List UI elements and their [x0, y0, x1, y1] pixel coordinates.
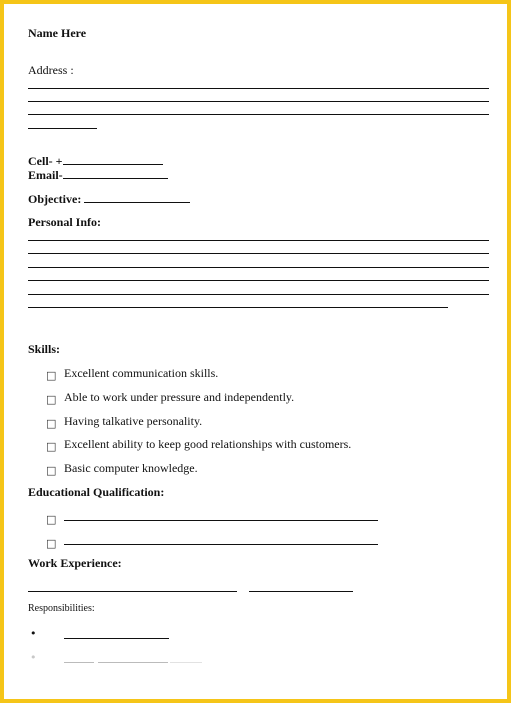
- skills-label: Skills:: [28, 342, 61, 356]
- responsibilities-label: Responsibilities:: [28, 603, 95, 614]
- personal-line-2[interactable]: [28, 253, 489, 254]
- education-item: [46, 510, 56, 528]
- skill-text: Basic computer knowledge.: [64, 461, 198, 475]
- education-line-1[interactable]: [64, 520, 378, 521]
- skill-item: [46, 414, 56, 432]
- checkbox-icon: □: [46, 440, 57, 453]
- bullet-icon: •: [30, 651, 37, 664]
- skill-text: Excellent ability to keep good relationships with customers.: [64, 437, 352, 451]
- skill-text: Having talkative personality.: [64, 414, 203, 428]
- address-line-3[interactable]: [28, 114, 489, 115]
- skill-item: [46, 390, 56, 408]
- cell-blank[interactable]: [63, 153, 163, 165]
- work-experience-label: Work Experience:: [28, 556, 122, 570]
- email-blank[interactable]: [63, 167, 168, 179]
- checkbox-icon: □: [46, 393, 57, 406]
- responsibility-line-1[interactable]: [64, 638, 169, 639]
- address-line-1[interactable]: [28, 88, 489, 89]
- education-label: Educational Qualification:: [28, 485, 165, 499]
- skill-text: Able to work under pressure and independently.: [64, 390, 295, 404]
- email-label: Email-: [28, 168, 63, 182]
- objective-blank[interactable]: [84, 191, 190, 203]
- objective-row: [28, 191, 190, 207]
- checkbox-icon: □: [46, 537, 57, 550]
- checkbox-icon: □: [46, 464, 57, 477]
- personal-line-4[interactable]: [28, 280, 489, 281]
- skill-item: [46, 461, 56, 479]
- responsibility-line-2b[interactable]: [98, 662, 168, 663]
- responsibility-line-2c: [170, 662, 202, 663]
- education-item: [46, 534, 56, 552]
- personal-line-3[interactable]: [28, 267, 489, 268]
- cell-label: Cell- +: [28, 154, 63, 168]
- personal-info-label: Personal Info:: [28, 215, 101, 229]
- skill-item: [46, 437, 56, 455]
- checkbox-icon: □: [46, 369, 57, 382]
- checkbox-icon: □: [46, 417, 57, 430]
- responsibility-line-2a[interactable]: [64, 662, 94, 663]
- skill-text: Excellent communication skills.: [64, 366, 219, 380]
- email-row: [28, 167, 168, 183]
- address-line-4[interactable]: [28, 128, 97, 129]
- objective-label: Objective:: [28, 192, 82, 206]
- education-line-2[interactable]: [64, 544, 378, 545]
- bullet-icon: •: [30, 627, 37, 640]
- work-line-1[interactable]: [28, 591, 237, 592]
- checkbox-icon: □: [46, 513, 57, 526]
- personal-line-1[interactable]: [28, 240, 489, 241]
- address-label: Address :: [28, 63, 74, 77]
- skill-item: [46, 366, 56, 384]
- personal-line-5[interactable]: [28, 294, 489, 295]
- address-line-2[interactable]: [28, 101, 489, 102]
- work-line-2[interactable]: [249, 591, 353, 592]
- personal-line-6[interactable]: [28, 307, 448, 308]
- name-heading: Name Here: [28, 26, 87, 40]
